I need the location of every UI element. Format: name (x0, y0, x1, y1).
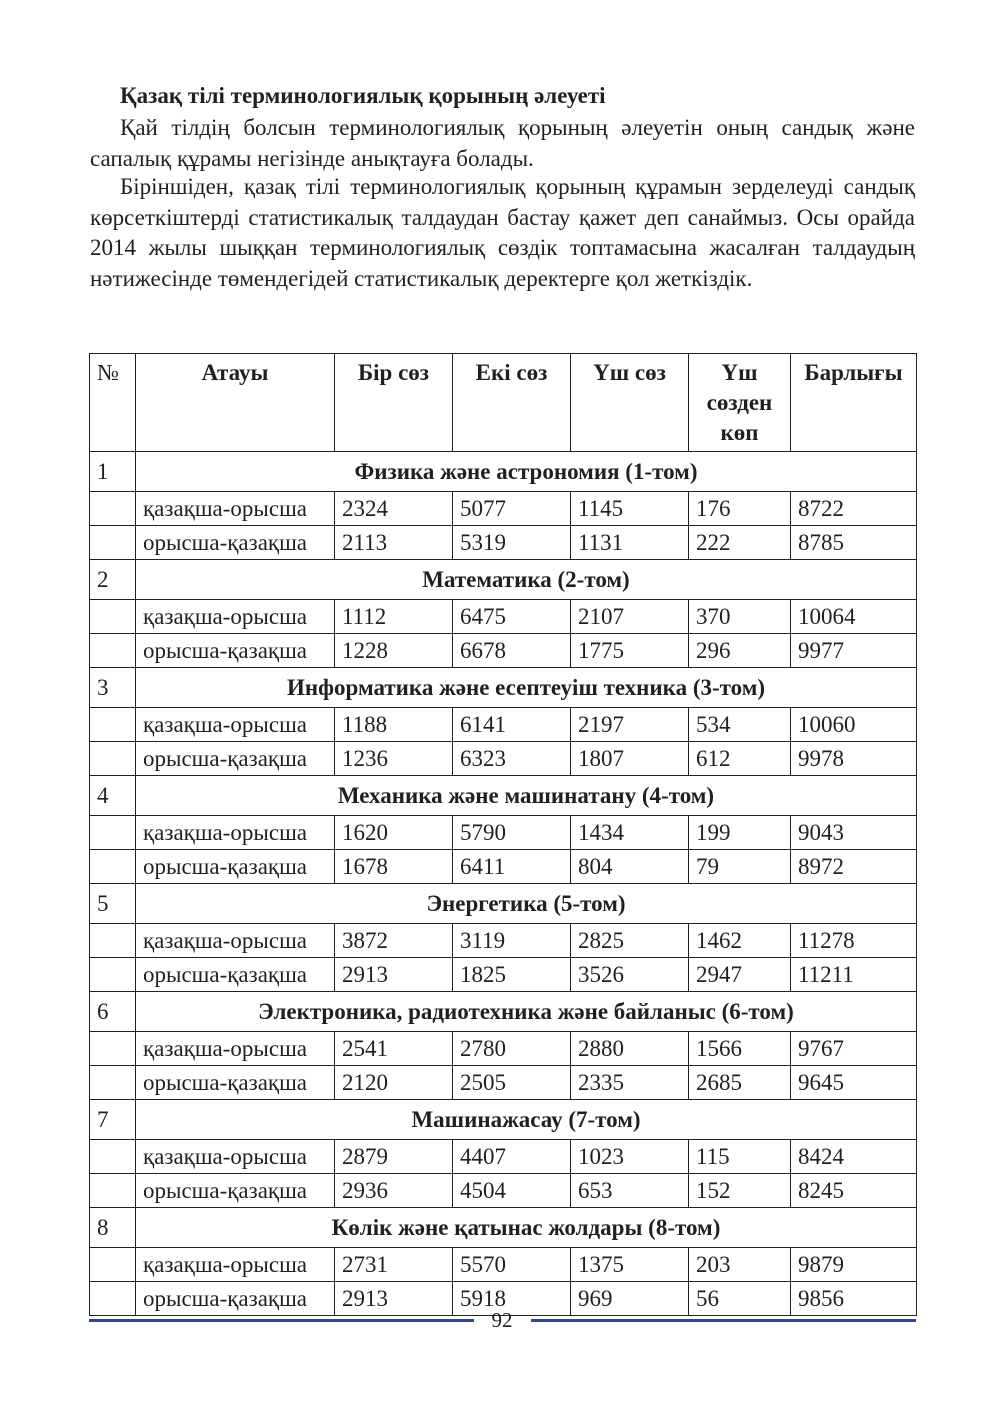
count-cell: 2936 (335, 1174, 453, 1208)
count-cell: 370 (689, 600, 791, 634)
table-row (90, 924, 917, 958)
count-cell: 9978 (791, 742, 917, 776)
count-cell: 2505 (453, 1066, 571, 1100)
table-row (90, 634, 917, 668)
count-cell: 1145 (571, 492, 689, 526)
count-cell: 1112 (335, 600, 453, 634)
count-cell: 4407 (453, 1140, 571, 1174)
direction-cell: орысша-қазақша (136, 526, 335, 560)
section-row (90, 668, 917, 708)
empty-number-cell (90, 1032, 136, 1066)
count-cell: 2913 (335, 958, 453, 992)
count-cell: 9856 (791, 1282, 917, 1316)
table-row (90, 1140, 917, 1174)
count-cell: 4504 (453, 1174, 571, 1208)
empty-number-cell (90, 600, 136, 634)
direction-cell: орысша-қазақша (136, 634, 335, 668)
footer-rule-left (89, 1319, 474, 1322)
table-row (90, 816, 917, 850)
table-row (90, 958, 917, 992)
direction-cell: қазақша-орысша (136, 1032, 335, 1066)
count-cell: 2324 (335, 492, 453, 526)
header-more-than-three: Үш сөзден көп (689, 354, 791, 452)
count-cell: 9879 (791, 1248, 917, 1282)
section-title: Физика және астрономия (1-том) (136, 452, 917, 492)
count-cell: 2113 (335, 526, 453, 560)
count-cell: 3526 (571, 958, 689, 992)
table-row (90, 1032, 917, 1066)
count-cell: 969 (571, 1282, 689, 1316)
empty-number-cell (90, 924, 136, 958)
empty-number-cell (90, 958, 136, 992)
section-row (90, 992, 917, 1032)
count-cell: 222 (689, 526, 791, 560)
count-cell: 2880 (571, 1032, 689, 1066)
empty-number-cell (90, 742, 136, 776)
header-three-words: Үш сөз (571, 354, 689, 452)
direction-cell: қазақша-орысша (136, 1140, 335, 1174)
table-row (90, 1066, 917, 1100)
count-cell: 79 (689, 850, 791, 884)
section-title: Энергетика (5-том) (136, 884, 917, 924)
empty-number-cell (90, 850, 136, 884)
count-cell: 1825 (453, 958, 571, 992)
count-cell: 804 (571, 850, 689, 884)
section-title: Информатика және есептеуіш техника (3-том) (136, 668, 917, 708)
direction-cell: қазақша-орысша (136, 1248, 335, 1282)
count-cell: 9645 (791, 1066, 917, 1100)
count-cell: 2913 (335, 1282, 453, 1316)
count-cell: 5570 (453, 1248, 571, 1282)
section-number: 7 (90, 1100, 136, 1140)
count-cell: 2107 (571, 600, 689, 634)
direction-cell: қазақша-орысша (136, 492, 335, 526)
section-row (90, 560, 917, 600)
header-number: № (90, 354, 136, 452)
section-row (90, 452, 917, 492)
count-cell: 8424 (791, 1140, 917, 1174)
count-cell: 612 (689, 742, 791, 776)
direction-cell: орысша-қазақша (136, 850, 335, 884)
table-row (90, 600, 917, 634)
page-number: 92 (491, 1308, 513, 1332)
table-row (90, 742, 917, 776)
footer-rule-right (531, 1319, 916, 1322)
direction-cell: орысша-қазақша (136, 742, 335, 776)
count-cell: 5077 (453, 492, 571, 526)
empty-number-cell (90, 708, 136, 742)
count-cell: 5790 (453, 816, 571, 850)
count-cell: 1236 (335, 742, 453, 776)
empty-number-cell (90, 816, 136, 850)
count-cell: 8972 (791, 850, 917, 884)
empty-number-cell (90, 1248, 136, 1282)
direction-cell: орысша-қазақша (136, 1174, 335, 1208)
section-title: Механика және машинатану (4-том) (136, 776, 917, 816)
direction-cell: қазақша-орысша (136, 600, 335, 634)
count-cell: 8245 (791, 1174, 917, 1208)
count-cell: 5918 (453, 1282, 571, 1316)
empty-number-cell (90, 492, 136, 526)
count-cell: 3872 (335, 924, 453, 958)
count-cell: 6678 (453, 634, 571, 668)
table-row (90, 850, 917, 884)
count-cell: 6323 (453, 742, 571, 776)
count-cell: 1188 (335, 708, 453, 742)
table-row (90, 526, 917, 560)
section-row (90, 776, 917, 816)
count-cell: 9043 (791, 816, 917, 850)
count-cell: 9767 (791, 1032, 917, 1066)
section-row (90, 1100, 917, 1140)
table-header-row (90, 354, 917, 452)
section-title: Математика (2-том) (136, 560, 917, 600)
count-cell: 2780 (453, 1032, 571, 1066)
section-row (90, 1208, 917, 1248)
count-cell: 2947 (689, 958, 791, 992)
count-cell: 5319 (453, 526, 571, 560)
count-cell: 10064 (791, 600, 917, 634)
section-number: 4 (90, 776, 136, 816)
count-cell: 11211 (791, 958, 917, 992)
section-number: 8 (90, 1208, 136, 1248)
direction-cell: қазақша-орысша (136, 816, 335, 850)
count-cell: 1434 (571, 816, 689, 850)
count-cell: 1678 (335, 850, 453, 884)
count-cell: 2197 (571, 708, 689, 742)
table-row (90, 1248, 917, 1282)
count-cell: 1807 (571, 742, 689, 776)
direction-cell: орысша-қазақша (136, 958, 335, 992)
count-cell: 534 (689, 708, 791, 742)
direction-cell: қазақша-орысша (136, 924, 335, 958)
count-cell: 1462 (689, 924, 791, 958)
header-name: Атауы (136, 354, 335, 452)
empty-number-cell (90, 634, 136, 668)
table-row (90, 1174, 917, 1208)
empty-number-cell (90, 1140, 136, 1174)
table-body (90, 452, 917, 1316)
count-cell: 6141 (453, 708, 571, 742)
count-cell: 1620 (335, 816, 453, 850)
count-cell: 9977 (791, 634, 917, 668)
count-cell: 1775 (571, 634, 689, 668)
count-cell: 6411 (453, 850, 571, 884)
count-cell: 653 (571, 1174, 689, 1208)
section-title: Машинажасау (7-том) (136, 1100, 917, 1140)
count-cell: 199 (689, 816, 791, 850)
section-title: Көлік және қатынас жолдары (8-том) (136, 1208, 917, 1248)
count-cell: 10060 (791, 708, 917, 742)
count-cell: 2879 (335, 1140, 453, 1174)
count-cell: 3119 (453, 924, 571, 958)
direction-cell: қазақша-орысша (136, 708, 335, 742)
terminology-statistics-table (89, 353, 917, 1316)
section-number: 6 (90, 992, 136, 1032)
count-cell: 152 (689, 1174, 791, 1208)
section-number: 3 (90, 668, 136, 708)
section-number: 2 (90, 560, 136, 600)
count-cell: 56 (689, 1282, 791, 1316)
empty-number-cell (90, 526, 136, 560)
empty-number-cell (90, 1066, 136, 1100)
count-cell: 6475 (453, 600, 571, 634)
header-two-words: Екі сөз (453, 354, 571, 452)
count-cell: 1375 (571, 1248, 689, 1282)
count-cell: 1566 (689, 1032, 791, 1066)
count-cell: 2335 (571, 1066, 689, 1100)
section-title: Электроника, радиотехника және байланыс (6-том) (136, 992, 917, 1032)
direction-cell: орысша-қазақша (136, 1282, 335, 1316)
section-heading: Қазақ тілі терминологиялық қорының әлеуеті (120, 83, 606, 108)
table-row (90, 492, 917, 526)
table-row (90, 708, 917, 742)
count-cell: 2825 (571, 924, 689, 958)
section-row (90, 884, 917, 924)
header-total: Барлығы (791, 354, 917, 452)
count-cell: 296 (689, 634, 791, 668)
empty-number-cell (90, 1174, 136, 1208)
section-number: 1 (90, 452, 136, 492)
count-cell: 8785 (791, 526, 917, 560)
empty-number-cell (90, 1282, 136, 1316)
count-cell: 1228 (335, 634, 453, 668)
count-cell: 203 (689, 1248, 791, 1282)
header-one-word: Бір сөз (335, 354, 453, 452)
count-cell: 1023 (571, 1140, 689, 1174)
count-cell: 115 (689, 1140, 791, 1174)
direction-cell: орысша-қазақша (136, 1066, 335, 1100)
count-cell: 8722 (791, 492, 917, 526)
count-cell: 1131 (571, 526, 689, 560)
count-cell: 176 (689, 492, 791, 526)
count-cell: 2120 (335, 1066, 453, 1100)
paragraph-1: Қай тілдің болсын терминологиялық қорының әлеуетін оның сандық және сапалық құрамы негізінде анықтауға болады. (90, 115, 915, 171)
section-number: 5 (90, 884, 136, 924)
count-cell: 2541 (335, 1032, 453, 1066)
paragraph-2: Біріншіден, қазақ тілі терминологиялық қорының құрамын зерделеуді сандық көрсеткіштерді статистикалық талдаудан бастау қажет деп санаймыз. Осы орайда 2014 жылы шыққан терминологиялық сөздік топтамасына жасалған талдаудың нәтижесінде төмендегідей статистикалық деректерге қол жеткіздік. (90, 174, 915, 291)
count-cell: 2731 (335, 1248, 453, 1282)
count-cell: 11278 (791, 924, 917, 958)
count-cell: 2685 (689, 1066, 791, 1100)
